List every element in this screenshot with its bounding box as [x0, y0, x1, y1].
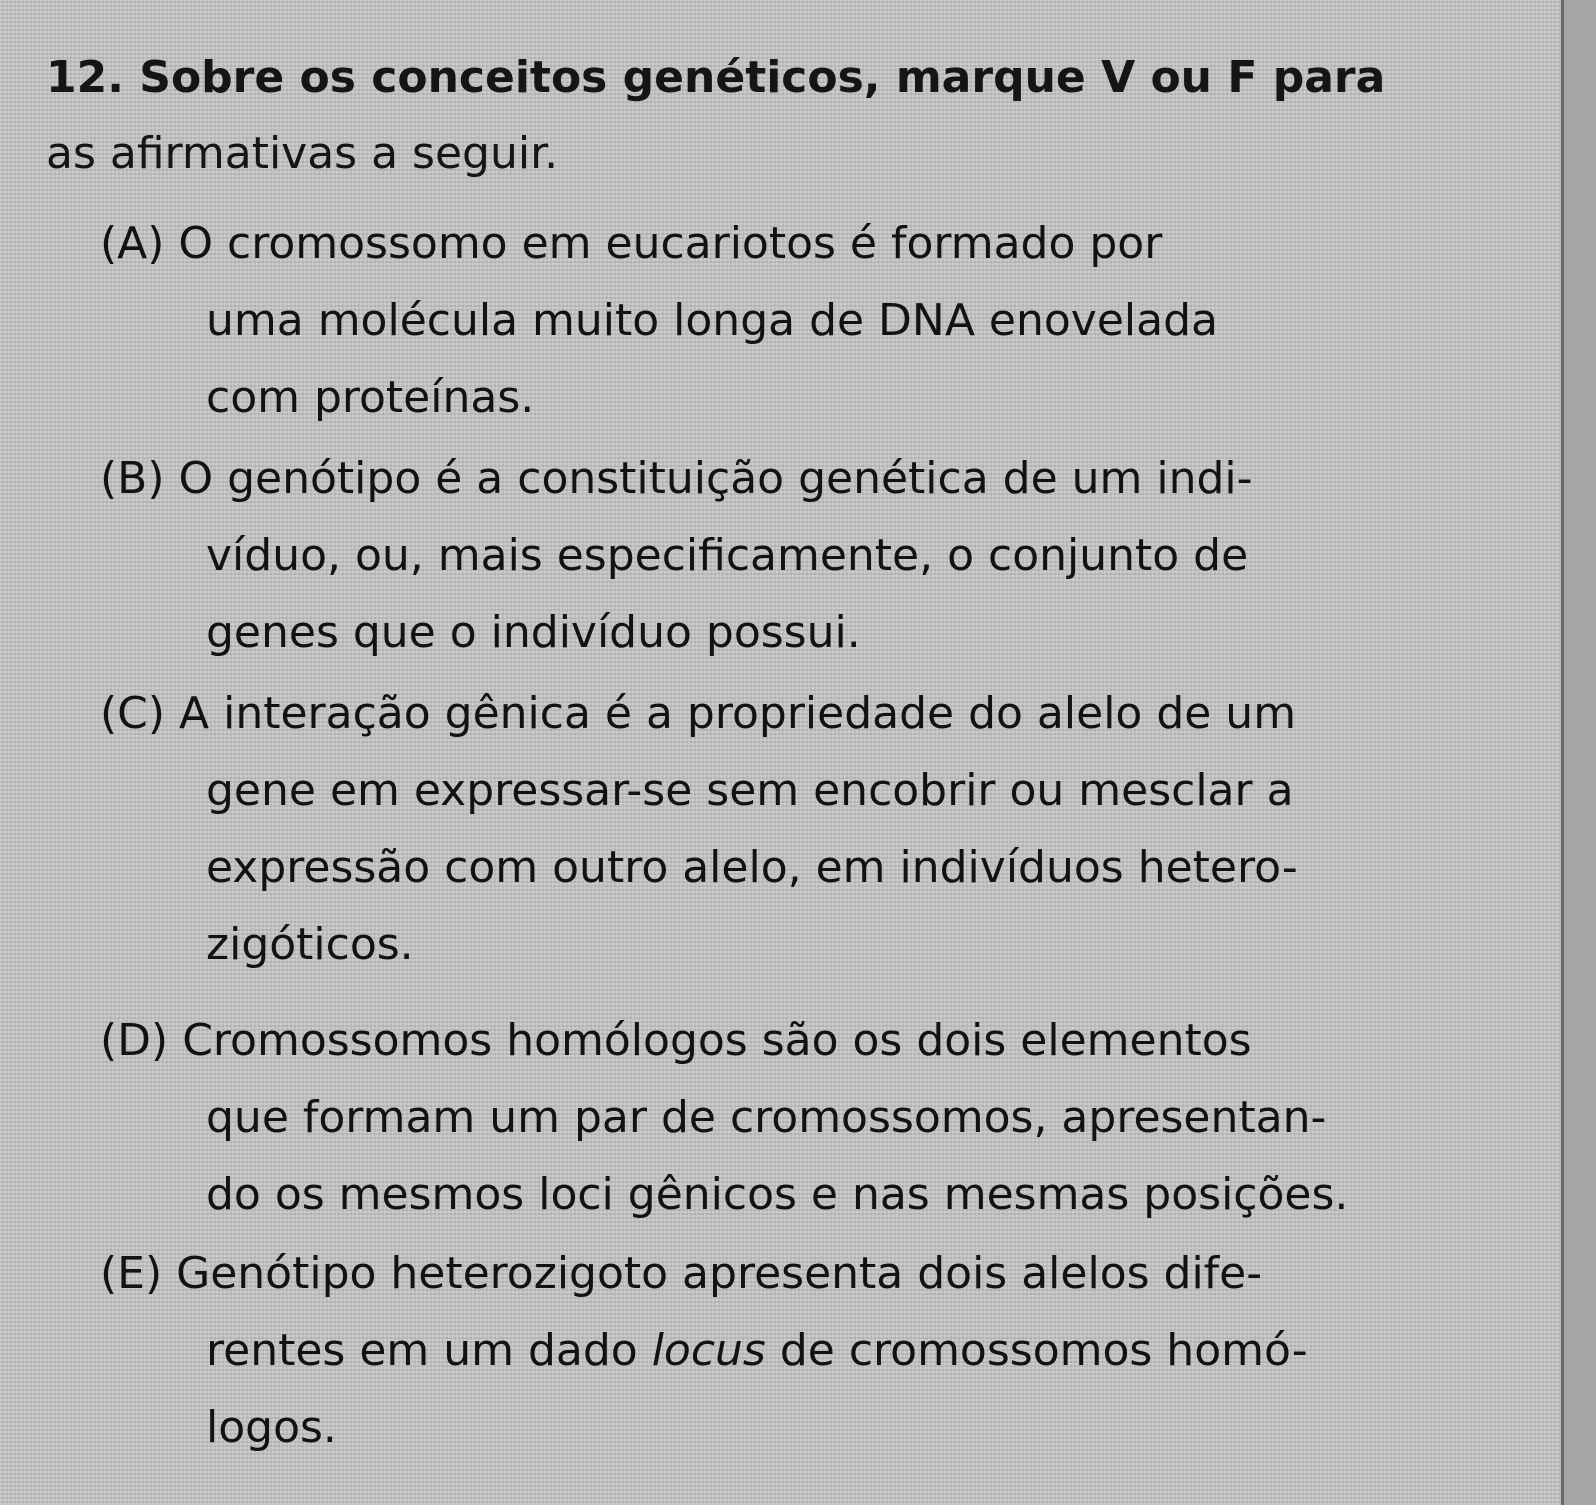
option-e-line2-prefix: rentes em um dado: [206, 1325, 652, 1376]
option-e-line1: (E) Genótipo heterozigoto apresenta dois alelos dife-: [100, 1248, 1263, 1299]
question-title: [46, 40, 1526, 192]
option-e-line2: [100, 1312, 1495, 1389]
title-v-letter: V: [1101, 52, 1136, 103]
question-title-line2: as afirmativas a seguir.: [46, 128, 559, 179]
option-a: [100, 205, 1495, 436]
option-a-line1: (A) O cromossomo em eucariotos é formado por: [100, 218, 1163, 269]
title-suffix-text: para: [1257, 52, 1386, 103]
option-d-line1: (D) Cromossomos homólogos são os dois elementos: [100, 1015, 1252, 1066]
option-c-line4: zigóticos.: [206, 919, 414, 970]
option-b-line1: (B) O genótipo é a constituição genética de um indi-: [100, 453, 1253, 504]
option-c: [100, 675, 1495, 983]
option-a-line3: com proteínas.: [206, 372, 535, 423]
option-b-line2: víduo, ou, mais especificamente, o conjunto de: [206, 530, 1249, 581]
option-c-line2: gene em expressar-se sem encobrir ou mesclar a: [206, 765, 1294, 816]
option-e-line2-suffix: de cromossomos homó-: [765, 1325, 1308, 1376]
option-e: [100, 1235, 1495, 1466]
option-c-line1: (C) A interação gênica é a propriedade do alelo de um: [100, 688, 1297, 739]
title-f-letter: F: [1227, 52, 1258, 103]
option-a-line2: uma molécula muito longa de DNA enovelada: [206, 295, 1218, 346]
option-d: [100, 1002, 1495, 1233]
question-title-line1: [46, 52, 1385, 103]
option-e-locus-italic: locus: [651, 1325, 766, 1376]
title-text: 12. Sobre os conceitos genéticos, marque: [46, 52, 1102, 103]
option-d-line2: que formam um par de cromossomos, apresentan-: [206, 1092, 1327, 1143]
page-edge-margin: [1564, 0, 1596, 1505]
option-b: [100, 440, 1495, 671]
option-b-line3: genes que o indivíduo possui.: [206, 607, 861, 658]
option-d-line3: do os mesmos loci gênicos e nas mesmas posições.: [206, 1169, 1349, 1220]
option-c-line3: expressão com outro alelo, em indivíduos hetero-: [206, 842, 1298, 893]
option-e-line3: logos.: [206, 1402, 337, 1453]
title-or-text: ou: [1135, 52, 1228, 103]
